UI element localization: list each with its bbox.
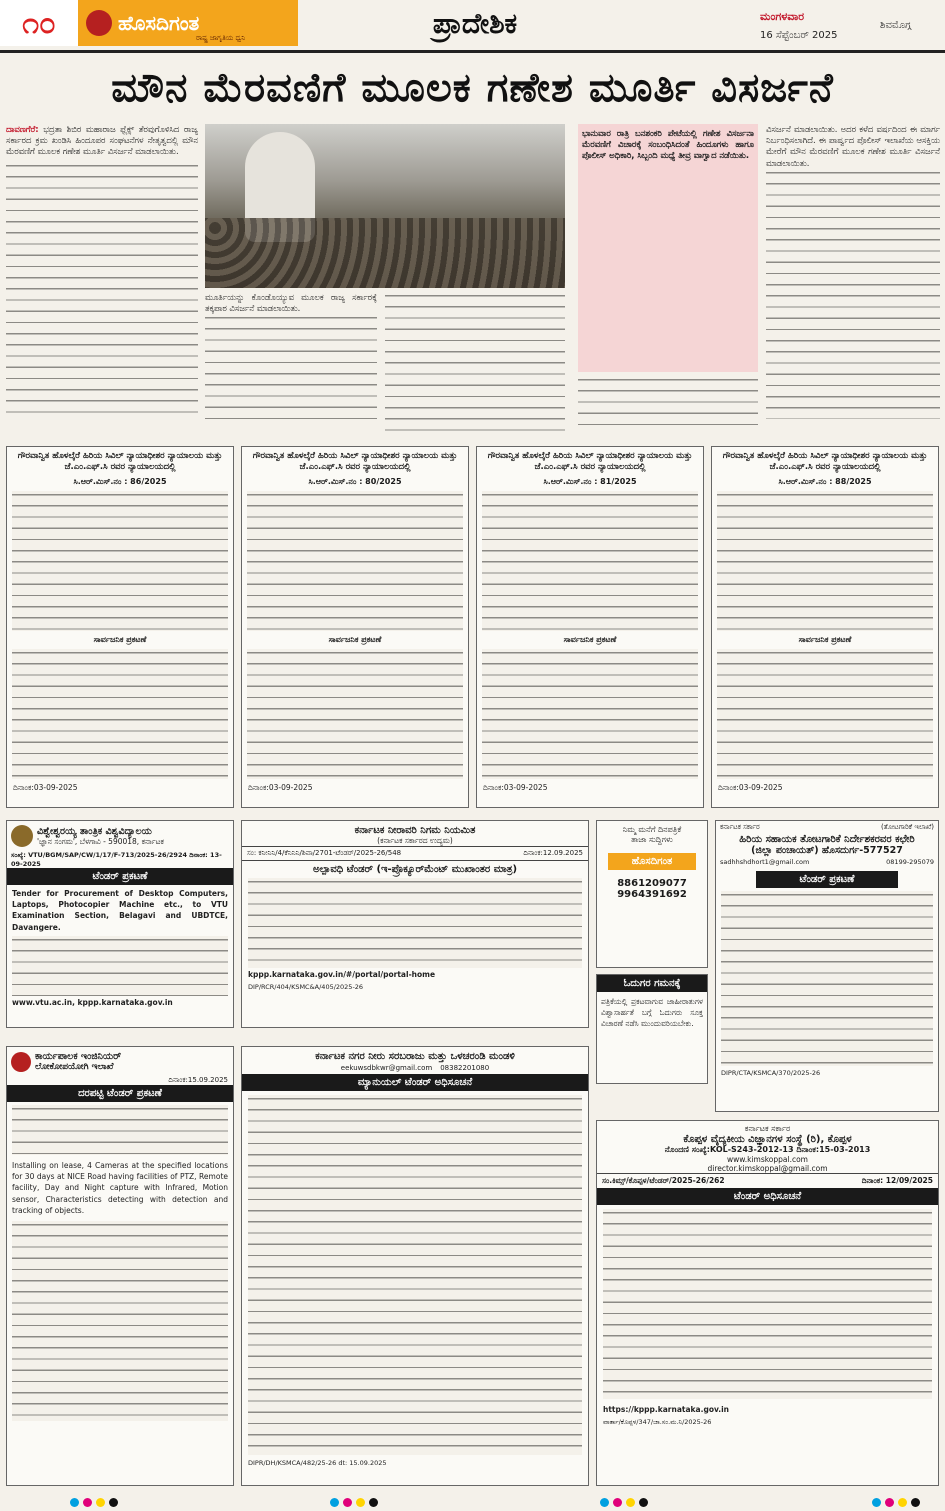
irrigation-tender-ad	[241, 820, 589, 1028]
case-number: ಸಿ.ಆರ್.ಮಿಸ್.ನಂ : 81/2025	[543, 477, 637, 486]
notice-title: ಸಾರ್ವಜನಿಕ ಪ್ರಕಟಣೆ	[563, 635, 617, 644]
brand-block	[78, 0, 298, 46]
notice-title: ಸಾರ್ವಜನಿಕ ಪ್ರಕಟಣೆ	[93, 635, 147, 644]
vtu-body: Tender for Procurement of Desktop Computers, Laptops, Photocopier Machine etc., to VTU Examination Section, Belagavi and UBDTCE, Davangere.	[12, 889, 228, 932]
court-notice-3	[476, 446, 704, 808]
page-number: ೧೦	[0, 0, 78, 46]
issue-date: 16 ಸೆಪ್ಟೆಂಬರ್ 2025	[760, 30, 838, 41]
vtu-logo-icon	[11, 825, 33, 847]
water-body	[248, 1095, 582, 1455]
vtu-name: ವಿಶ್ವೇಶ್ವರಯ್ಯ ತಾಂತ್ರಿಕ ವಿಶ್ವವಿದ್ಯಾಲಯ	[37, 825, 152, 837]
pwd-body-en: Installing on lease, 4 Cameras at the specified locations for 30 days at NICE Road having facilities of PTZ, Remote facility, Day and Night capture with Infrared, Motion sensor, Characteristics detecting with detection and tracking of objects.	[12, 1161, 228, 1215]
black-mark-icon	[109, 1498, 118, 1507]
notice-title: ಸಾರ್ವಜನಿಕ ಪ್ರಕಟಣೆ	[328, 635, 382, 644]
readers-notice-body: ಪತ್ರಿಕೆಯಲ್ಲಿ ಪ್ರಕಟವಾಗುವ ಜಾಹೀರಾತುಗಳ ವಿಶ್ವಾಸಾರ್ಹತೆ ಬಗ್ಗೆ ಓದುಗರು ಸೂಕ್ತ ವಿಚಾರಣೆ ನಡೆಸಿ ಮುಂದುವರಿಯಬೇಕು.	[601, 997, 703, 1029]
court-notice-1	[6, 446, 234, 808]
subscribe-ad	[596, 820, 708, 968]
notice-date: ದಿನಾಂಕ:03-09-2025	[13, 783, 78, 792]
notice-body	[717, 491, 933, 631]
horti-ref: DIPR/CTA/KSMCA/370/2025-26	[721, 1069, 821, 1077]
pwd-body-kn	[12, 1105, 228, 1155]
yellow-mark-icon	[626, 1498, 635, 1507]
story-column-2	[205, 292, 377, 434]
subscribe-phone-1[interactable]: 8861209077	[617, 878, 687, 889]
section-title: ಪ್ರಾದೇಶಿಕ	[432, 7, 518, 40]
vtu-details	[12, 936, 228, 996]
subscribe-brand: ಹೊಸದಿಗಂತ	[608, 853, 696, 870]
story-lead: ಭದ್ರತಾ ಶಿಬಿರ ಮಹಾರಾಜ ಫ್ಲೆಕ್ಸ್ ತೆರವುಗೊಳಿಸಿದ ರಾಜ್ಯ ಸರ್ಕಾರದ ಕ್ರಮ ಖಂಡಿಸಿ ಹಿಂದೂಪರ ಸಂಘಟನೆಗಳ ನೇತೃತ್ವದಲ್ಲಿ ಮೌನ ಮೆರವಣಿಗೆ ಮೂಲಕ ಗಣೇಶ ಮೂರ್ತಿ ವಿಸರ್ಜನೆ ಮಾಡಲಾಯಿತು.	[6, 124, 198, 157]
black-mark-icon	[639, 1498, 648, 1507]
color-marks-2	[330, 1498, 378, 1508]
notice-title: ಸಾರ್ವಜನಿಕ ಪ್ರಕಟಣೆ	[798, 635, 852, 644]
water-phone: 08382201080	[440, 1064, 490, 1072]
yellow-mark-icon	[96, 1498, 105, 1507]
irrigation-body	[248, 878, 582, 968]
notice-body	[12, 649, 228, 779]
cyan-mark-icon	[872, 1498, 881, 1507]
readers-notice-title: ಓದುಗರ ಗಮನಕ್ಕೆ	[597, 975, 707, 992]
edition-city: ಶಿವಮೊಗ್ಗ	[880, 20, 912, 31]
irrigation-footer: DIP/RCR/404/KSMC&A/405/2025-26	[248, 983, 364, 991]
kims-ref: ಸಂ.ಕಿಮ್ಸ್/ಕೊಪ್ಪಳ/ಟೆಂಡರ್/2025-26/262	[602, 1176, 725, 1185]
brand-logo-icon	[86, 10, 112, 36]
vtu-website: www.vtu.ac.in, kppp.karnataka.gov.in	[12, 997, 173, 1007]
kims-reg: ನೊಂದಣಿ ಸಂಖ್ಯೆ:KOL-S243-2012-13 ದಿನಾಂಕ:15-03-2013	[664, 1145, 871, 1154]
water-name: ಕರ್ನಾಟಕ ನಗರ ನೀರು ಸರಬರಾಜು ಮತ್ತು ಒಳಚರಂಡಿ ಮಂಡಳಿ	[315, 1051, 515, 1062]
magenta-mark-icon	[885, 1498, 894, 1507]
vtu-ref: ಸಂಖ್ಯೆ: VTU/BGM/SAP/CW/1/17/F-713/2025-26/2924 ದಿನಾಂಕ: 13-09-2025	[11, 851, 222, 868]
color-marks-1	[70, 1498, 118, 1508]
horticulture-tender-ad	[715, 820, 939, 1112]
horti-email: sadhhshdhort1@gmail.com	[720, 858, 810, 866]
court-name: ಗೌರವಾನ್ವಿತ ಹೊಳಲ್ಕೆರೆ ಹಿರಿಯ ಸಿವಿಲ್ ನ್ಯಾಯಾಧೀಶರ ನ್ಯಾಯಾಲಯ ಮತ್ತು ಜೆ.ಎಂ.ಎಫ್.ಸಿ ರವರ ನ್ಯಾಯಾಲಯದಲ್ಲಿ	[487, 451, 693, 472]
story-column-5	[766, 124, 940, 434]
subscribe-line1: ನಿಮ್ಮ ಮನೆಗೆ ದಿನಪತ್ರಿಕೆ	[622, 825, 682, 834]
irrigation-portal: kppp.karnataka.gov.in/#/portal/portal-home	[248, 970, 436, 979]
yellow-mark-icon	[356, 1498, 365, 1507]
magenta-mark-icon	[83, 1498, 92, 1507]
pwd-date: ದಿನಾಂಕ:15.09.2025	[168, 1076, 228, 1084]
water-title: ಮ್ಯಾನುಯಲ್ ಟೆಂಡರ್ ಅಧಿಸೂಚನೆ	[242, 1074, 588, 1091]
horti-gov: ಕರ್ನಾಟಕ ಸರ್ಕಾರ	[720, 823, 760, 831]
kims-tender-ad	[596, 1120, 939, 1486]
story-body-text	[6, 162, 198, 422]
notice-body	[482, 649, 698, 779]
highlight-box	[578, 124, 758, 372]
pwd-details	[12, 1221, 228, 1421]
photo-caption: ಮೂರ್ತಿಯನ್ನು ಕೊಂಡೊಯ್ಯುವ ಮೂಲಕ ರಾಜ್ಯ ಸರ್ಕಾರಕ್ಕೆ ತಕ್ಕಪಾಠ ವಿಸರ್ಜನೆ ಮಾಡಲಾಯಿತು.	[205, 292, 377, 314]
brand-name: ಹೊಸದಿಗಂತ	[118, 11, 200, 35]
kims-portal: https://kppp.karnataka.gov.in	[603, 1405, 730, 1414]
horti-dept: (ತೋಟಗಾರಿಕೆ ಇಲಾಖೆ)	[880, 823, 934, 831]
kims-title: ಟೆಂಡರ್ ಅಧಿಸೂಚನೆ	[597, 1188, 938, 1205]
color-marks-4	[872, 1498, 920, 1508]
water-email: eekuwsdbkwr@gmail.com	[340, 1064, 433, 1072]
story-column-4	[578, 376, 758, 434]
vtu-tender-ad	[6, 820, 234, 1028]
color-marks-3	[600, 1498, 648, 1508]
irrigation-name: ಕರ್ನಾಟಕ ನೀರಾವರಿ ನಿಗಮ ನಿಯಮಿತ	[354, 825, 476, 836]
cyan-mark-icon	[70, 1498, 79, 1507]
cyan-mark-icon	[600, 1498, 609, 1507]
irrigation-title: ಅಲ್ಪಾವಧಿ ಟೆಂಡರ್ (ಇ-ಪ್ರೊಕ್ಯೂರ್‌ಮೆಂಟ್ ಮುಖಾಂತರ ಮಾತ್ರ)	[312, 864, 518, 875]
header-rule	[0, 50, 945, 53]
highlight-text: ಭಾನುವಾರ ರಾತ್ರಿ ಬನಶಂಕರಿ ಪೇಟೆಯಲ್ಲಿ ಗಣೇಶ ವಿಸರ್ಜನಾ ಮೆರವಣಿಗೆ ವಿಚಾರಕ್ಕೆ ಸಂಬಂಧಿಸಿದಂತೆ ಹಿಂದೂಗಳು ಹಾಗೂ ಪೊಲೀಸ್ ಅಧಿಕಾರಿ, ಸಿಬ್ಬಂದಿ ಮಧ್ಯೆ ತೀವ್ರ ವಾಗ್ವಾದ ನಡೆಯಿತು.	[582, 128, 754, 161]
kims-gov: ಕರ್ನಾಟಕ ಸರ್ಕಾರ	[744, 1124, 791, 1133]
case-number: ಸಿ.ಆರ್.ಮಿಸ್.ನಂ : 80/2025	[308, 477, 402, 486]
weekday: ಮಂಗಳವಾರ	[760, 10, 805, 23]
kims-body	[603, 1209, 932, 1399]
kims-footer: ವಾರ್ತಾ/ಕೊಪ್ಪಳ/347/ಜಾ.ಸಂ.ಮ.ನಿ/2025-26	[603, 1418, 712, 1426]
horti-place: (ಜಿಲ್ಲಾ ಪಂಚಾಯತ್) ಹೊಸದುರ್ಗ-577527	[751, 845, 903, 856]
subscribe-phone-2[interactable]: 9964391692	[617, 889, 687, 900]
notice-body	[247, 491, 463, 631]
magenta-mark-icon	[613, 1498, 622, 1507]
kims-web: www.kimskoppal.com	[726, 1155, 808, 1164]
story-body-text	[205, 314, 377, 424]
story-body-text	[766, 169, 940, 419]
court-notice-4	[711, 446, 939, 808]
notice-date: ದಿನಾಂಕ:03-09-2025	[483, 783, 548, 792]
case-number: ಸಿ.ಆರ್.ಮಿಸ್.ನಂ : 88/2025	[778, 477, 872, 486]
water-footer: DIPR/DH/KSMCA/482/25-26 dt: 15.09.2025	[248, 1459, 387, 1467]
irrigation-date: ದಿನಾಂಕ:12.09.2025	[523, 849, 583, 857]
crowd-image	[205, 218, 565, 288]
pwd-tender-ad	[6, 1046, 234, 1486]
notice-date: ದಿನಾಂಕ:03-09-2025	[718, 783, 783, 792]
black-mark-icon	[911, 1498, 920, 1507]
pwd-title: ದರಪಟ್ಟಿ ಟೆಂಡರ್ ಪ್ರಕಟಣೆ	[7, 1085, 233, 1102]
pwd-name: ಕಾರ್ಯಪಾಲಕ ಇಂಜಿನಿಯರ್	[35, 1051, 122, 1062]
kims-email: director.kimskoppal@gmail.com	[707, 1164, 828, 1173]
readers-notice	[596, 974, 708, 1084]
magenta-mark-icon	[343, 1498, 352, 1507]
story-column-1	[6, 124, 198, 434]
story-column-3	[385, 292, 565, 434]
court-notice-2	[241, 446, 469, 808]
notice-date: ದಿನಾಂಕ:03-09-2025	[248, 783, 313, 792]
pwd-dept: ಲೋಕೋಪಯೋಗಿ ಇಲಾಖೆ	[35, 1062, 114, 1072]
vtu-address: 'ಜ್ಞಾನ ಸಂಗಮ', ಬೆಳಗಾವಿ - 590018, ಕರ್ನಾಟಕ	[37, 836, 164, 846]
court-name: ಗೌರವಾನ್ವಿತ ಹೊಳಲ್ಕೆರೆ ಹಿರಿಯ ಸಿವಿಲ್ ನ್ಯಾಯಾಧೀಶರ ನ್ಯಾಯಾಲಯ ಮತ್ತು ಜೆ.ಎಂ.ಎಫ್.ಸಿ ರವರ ನ್ಯಾಯಾಲಯದಲ್ಲಿ	[17, 451, 223, 472]
irrigation-sub: (ಕರ್ನಾಟಕ ಸರ್ಕಾರದ ಉದ್ಯಮ)	[377, 836, 453, 845]
kims-name: ಕೊಪ್ಪಳ ವೈದ್ಯಕೀಯ ವಿಜ್ಞಾನಗಳ ಸಂಸ್ಥೆ (ರಿ), ಕೊಪ್ಪಳ	[683, 1134, 852, 1145]
water-board-tender-ad	[241, 1046, 589, 1486]
karnataka-emblem-icon	[11, 1052, 31, 1072]
black-mark-icon	[369, 1498, 378, 1507]
vtu-tender-title: ಟೆಂಡರ್ ಪ್ರಕಟಣೆ	[7, 868, 233, 885]
court-name: ಗೌರವಾನ್ವಿತ ಹೊಳಲ್ಕೆರೆ ಹಿರಿಯ ಸಿವಿಲ್ ನ್ಯಾಯಾಧೀಶರ ನ್ಯಾಯಾಲಯ ಮತ್ತು ಜೆ.ಎಂ.ಎಫ್.ಸಿ ರವರ ನ್ಯಾಯಾಲಯದಲ್ಲಿ	[252, 451, 458, 472]
news-photo	[205, 124, 565, 288]
kims-date: ದಿನಾಂಕ: 12/09/2025	[861, 1176, 933, 1185]
main-headline: ಮೌನ ಮೆರವಣಿಗೆ ಮೂಲಕ ಗಣೇಶ ಮೂರ್ತಿ ವಿಸರ್ಜನೆ	[111, 65, 834, 111]
notice-body	[717, 649, 933, 779]
cyan-mark-icon	[330, 1498, 339, 1507]
horti-body	[721, 891, 933, 1066]
horti-phone: 08199-295079	[886, 858, 934, 866]
notice-body	[247, 649, 463, 779]
yellow-mark-icon	[898, 1498, 907, 1507]
horti-name: ಹಿರಿಯ ಸಹಾಯಕ ತೋಟಗಾರಿಕೆ ನಿರ್ದೇಶಕರವರ ಕಛೇರಿ	[739, 834, 915, 845]
subscribe-line2: ತಾಜಾ ಸುದ್ದಿಗಳು	[631, 835, 673, 844]
case-number: ಸಿ.ಆರ್.ಮಿಸ್.ನಂ : 86/2025	[73, 477, 167, 486]
right-column-text: ವಿಸರ್ಜನೆ ಮಾಡಲಾಯಿತು. ಅದರ ಕಳೆದ ವರ್ಷದಿಂದ ಈ ಮಾರ್ಗ ನಿರ್ಬಂಧಿಸಲಾಗಿದೆ. ಈ ಪಾರ್ಷ್ವದ ಪೊಲೀಸ್ ಇಲಾಖೆಯ ಆಸಕ್ತಿಯ ಮೇರೆಗೆ ಮೌನ ಮೆರವಣಿಗೆ ಮೂಲಕ ಗಣೇಶ ಮೂರ್ತಿ ವಿಸರ್ಜನೆ ಮಾಡಲಾಯಿತು.	[766, 124, 940, 168]
dateline: ದಾವಣಗೆರೆ:	[6, 124, 39, 134]
horti-title: ಟೆಂಡರ್ ಪ್ರಕಟಣೆ	[756, 871, 898, 888]
notice-body	[482, 491, 698, 631]
brand-tagline: ರಾಷ್ಟ್ರ ಜಾಗೃತಿಯ ಧ್ವನಿ	[196, 34, 246, 42]
notice-body	[12, 491, 228, 631]
court-name: ಗೌರವಾನ್ವಿತ ಹೊಳಲ್ಕೆರೆ ಹಿರಿಯ ಸಿವಿಲ್ ನ್ಯಾಯಾಧೀಶರ ನ್ಯಾಯಾಲಯ ಮತ್ತು ಜೆ.ಎಂ.ಎಫ್.ಸಿ ರವರ ನ್ಯಾಯಾಲಯದಲ್ಲಿ	[722, 451, 928, 472]
irrigation-ref: ಸಂ: ಕನೀನಿನಿ/4/ಕೆನಿನಿನಿ/ಶಿವಾ/2701-ಟೆಂಡರ್/2025-26/548	[247, 849, 402, 857]
